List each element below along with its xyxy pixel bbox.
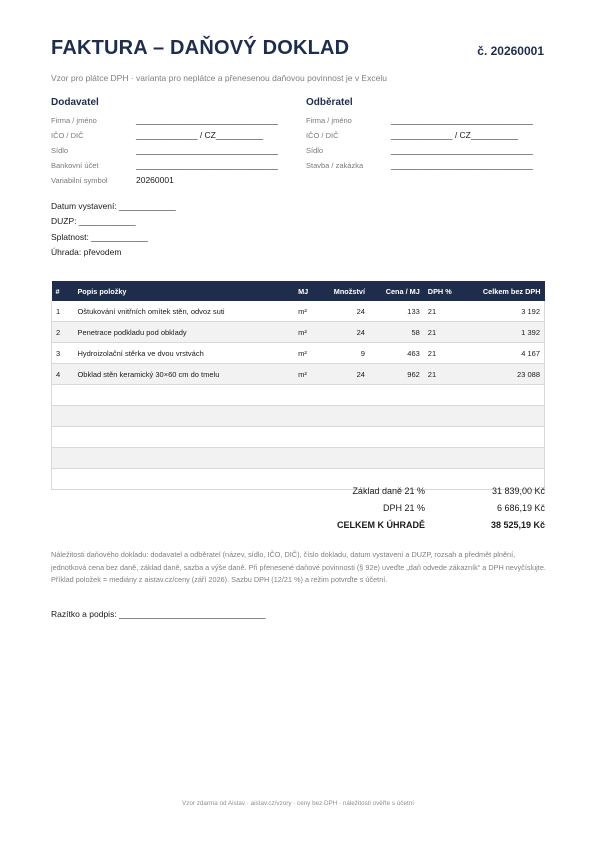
cell-empty	[294, 385, 322, 406]
cell-empty[interactable]	[322, 406, 369, 427]
totals-vat-line	[300, 503, 545, 520]
vat-label: DPH 21 %	[382, 503, 425, 513]
cell-price[interactable]: 58	[369, 322, 424, 343]
customer-ico-field[interactable]: _____________ / CZ__________	[391, 130, 519, 140]
cell-empty	[294, 448, 322, 469]
supplier-vs-label: Variabilní symbol	[51, 176, 108, 185]
legal-note	[51, 549, 596, 587]
supplier-ico-row	[51, 131, 291, 146]
cell-price[interactable]: 962	[369, 364, 424, 385]
supplier-address-label: Sídlo	[51, 146, 69, 155]
supplier-vs-value[interactable]: 20260001	[136, 175, 174, 185]
legal-note-line: Příklad položek = mediány z aistav.cz/ceny (září 2026). Sazbu DPH (12/21 %) a režim potvrďte s účetní.	[51, 575, 388, 585]
customer-address-row	[306, 146, 546, 161]
cell-empty	[464, 427, 545, 448]
customer-ico-row	[306, 131, 546, 146]
cell-num: 4	[52, 364, 74, 385]
cell-empty	[464, 406, 545, 427]
supplier-bank-field[interactable]: ______________________________	[136, 160, 278, 170]
col-header-num: #	[52, 281, 74, 301]
base-label: Základ daně 21 %	[352, 486, 425, 496]
cell-desc[interactable]: Hydroizolační stěrka ve dvou vrstvách	[73, 343, 294, 364]
cell-empty	[424, 385, 464, 406]
payment-method: Úhrada: převodem	[51, 246, 122, 257]
col-header-qty: Množství	[322, 281, 369, 301]
signature-field[interactable]: Razítko a podpis: _______________________________	[51, 609, 266, 619]
cell-empty[interactable]	[369, 427, 424, 448]
supplier-heading: Dodavatel	[51, 97, 99, 108]
cell-desc[interactable]: Obklad stěn keramický 30×60 cm do tmelu	[73, 364, 294, 385]
cell-total: 4 167	[464, 343, 545, 364]
supplier-address-row	[51, 146, 291, 161]
table-row-empty	[52, 385, 545, 406]
issue-date-field[interactable]: Datum vystavení: ____________	[51, 201, 176, 211]
cell-empty[interactable]	[322, 448, 369, 469]
cell-empty[interactable]	[369, 385, 424, 406]
cell-qty[interactable]: 24	[322, 364, 369, 385]
customer-address-label: Sídlo	[306, 146, 324, 155]
customer-project-field[interactable]: ______________________________	[391, 160, 533, 170]
supplier-name-row	[51, 116, 291, 131]
table-row-empty	[52, 427, 545, 448]
cell-num: 3	[52, 343, 74, 364]
cell-unit: m²	[294, 322, 322, 343]
cell-price[interactable]: 463	[369, 343, 424, 364]
customer-block	[306, 97, 546, 176]
col-header-total: Celkem bez DPH	[464, 281, 545, 301]
cell-empty[interactable]	[322, 427, 369, 448]
customer-name-label: Firma / jméno	[306, 116, 352, 125]
cell-vat: 21	[424, 364, 464, 385]
supplier-name-label: Firma / jméno	[51, 116, 97, 125]
cell-empty	[424, 406, 464, 427]
cell-unit: m²	[294, 364, 322, 385]
supplier-bank-row	[51, 161, 291, 176]
table-row	[52, 364, 545, 385]
table-header-row	[52, 281, 545, 301]
cell-price[interactable]: 133	[369, 301, 424, 322]
cell-empty	[464, 385, 545, 406]
grand-total-value: 38 525,19 Kč	[490, 520, 545, 530]
duzp-field[interactable]: DUZP: ____________	[51, 216, 136, 227]
dates-block	[51, 201, 176, 262]
col-header-price: Cena / MJ	[369, 281, 424, 301]
cell-empty	[52, 406, 74, 427]
cell-empty[interactable]	[369, 406, 424, 427]
customer-ico-label: IČO / DIČ	[306, 131, 339, 140]
base-value: 31 839,00 Kč	[491, 486, 545, 496]
grand-total-label: CELKEM K ÚHRADĚ	[336, 520, 425, 530]
page-footer: Vzor zdarma od Aistav · aistav.cz/vzory · ceny bez DPH · náležitosti ověřte s účetní	[182, 800, 414, 807]
cell-total: 3 192	[464, 301, 545, 322]
cell-empty	[464, 448, 545, 469]
customer-address-field[interactable]: ______________________________	[391, 145, 533, 155]
cell-vat: 21	[424, 322, 464, 343]
table-row	[52, 343, 545, 364]
invoice-subtitle: Vzor pro plátce DPH · varianta pro neplátce a přenesenou daňovou povinnost je v Excelu	[51, 73, 387, 83]
table-row-empty	[52, 448, 545, 469]
cell-num: 2	[52, 322, 74, 343]
col-header-unit: MJ	[294, 281, 322, 301]
cell-qty[interactable]: 9	[322, 343, 369, 364]
customer-heading: Odběratel	[306, 97, 353, 108]
due-date-field[interactable]: Splatnost: ____________	[51, 231, 148, 242]
cell-vat: 21	[424, 343, 464, 364]
cell-empty[interactable]	[73, 406, 294, 427]
supplier-bank-label: Bankovní účet	[51, 161, 99, 170]
legal-note-line: Náležitosti daňového dokladu: dodavatel a odběratel (název, sídlo, IČO, DIČ), číslo dokladu, datum vystavení a DUZP, rozsah a předmět plnění,	[51, 550, 516, 559]
cell-empty[interactable]	[73, 427, 294, 448]
cell-unit: m²	[294, 343, 322, 364]
totals-base-line	[300, 486, 545, 503]
cell-empty	[52, 427, 74, 448]
cell-desc[interactable]: Oštukování vnitřních omítek stěn, odvoz suti	[73, 301, 294, 322]
cell-unit: m²	[294, 301, 322, 322]
cell-qty[interactable]: 24	[322, 322, 369, 343]
supplier-ico-label: IČO / DIČ	[51, 131, 84, 140]
totals-grand-line	[300, 520, 545, 537]
supplier-vs-row	[51, 176, 291, 191]
cell-vat: 21	[424, 301, 464, 322]
table-row-empty	[52, 406, 545, 427]
customer-name-row	[306, 116, 546, 131]
customer-project-label: Stavba / zakázka	[306, 161, 364, 170]
supplier-address-field[interactable]: ______________________________	[136, 145, 278, 155]
cell-empty	[424, 448, 464, 469]
legal-note-line: jednotková cena bez daně, základ daně, sazba a výše daně. Při přenesené daňové povinnosti (§ 92e) uveďte „daň odvede zákazník“ a DPH nevyčíslujte.	[51, 562, 546, 572]
totals-block	[300, 486, 545, 537]
cell-empty	[294, 427, 322, 448]
supplier-name-field[interactable]: ______________________________	[136, 115, 278, 125]
cell-desc[interactable]: Penetrace podkladu pod obklady	[73, 322, 294, 343]
cell-empty	[52, 469, 74, 490]
table-row	[52, 322, 545, 343]
customer-name-field[interactable]: ______________________________	[391, 115, 533, 125]
cell-empty[interactable]	[73, 385, 294, 406]
invoice-title: FAKTURA – DAŇOVÝ DOKLAD	[51, 37, 350, 59]
table-row	[52, 301, 545, 322]
cell-empty	[52, 448, 74, 469]
cell-empty[interactable]	[369, 448, 424, 469]
invoice-number: č. 20260001	[477, 44, 544, 58]
cell-empty[interactable]	[322, 385, 369, 406]
cell-empty[interactable]	[73, 469, 294, 490]
col-header-desc: Popis položky	[73, 281, 294, 301]
cell-total: 1 392	[464, 322, 545, 343]
cell-empty	[424, 427, 464, 448]
cell-num: 1	[52, 301, 74, 322]
col-header-vat: DPH %	[424, 281, 464, 301]
customer-project-row	[306, 161, 546, 176]
supplier-ico-field[interactable]: _____________ / CZ__________	[136, 130, 264, 140]
vat-value: 6 686,19 Kč	[496, 503, 545, 513]
cell-empty	[52, 385, 74, 406]
items-table	[51, 281, 545, 490]
cell-qty[interactable]: 24	[322, 301, 369, 322]
cell-empty[interactable]	[73, 448, 294, 469]
supplier-block	[51, 97, 291, 191]
cell-empty	[294, 406, 322, 427]
cell-total: 23 088	[464, 364, 545, 385]
